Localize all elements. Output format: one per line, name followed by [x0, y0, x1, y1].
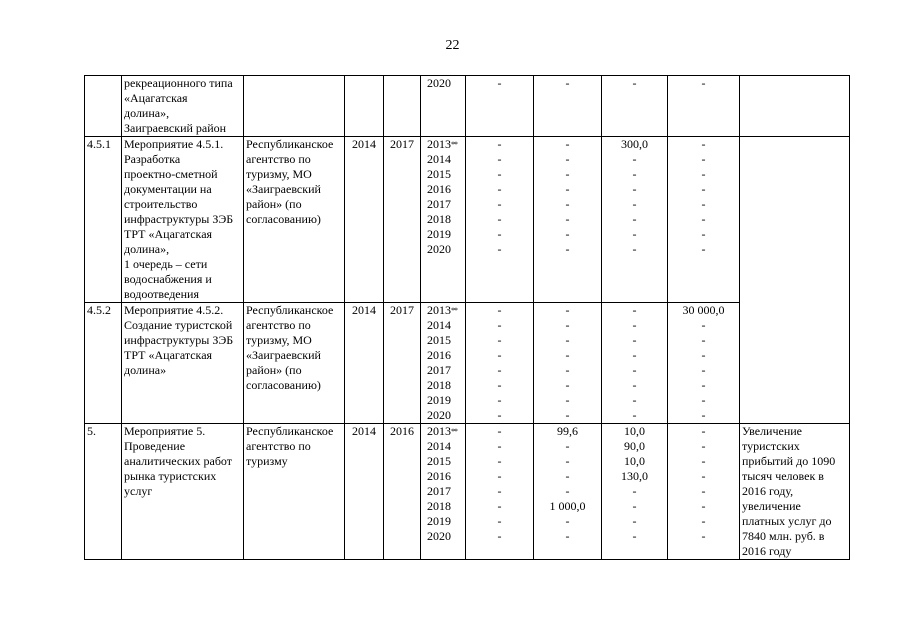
funding-value: - — [701, 197, 706, 211]
funding-value: - — [632, 333, 637, 347]
year-value: 2019 — [427, 227, 451, 241]
funding-column-4 — [668, 137, 740, 303]
funding-value: - — [632, 182, 637, 196]
footnote-mark: ** — [451, 427, 457, 436]
executor-cell: Республиканское агентство по туризму — [244, 424, 345, 560]
funding-value: - — [632, 242, 637, 256]
year-value: 2020 — [427, 408, 451, 422]
year-value: 2014 — [427, 152, 451, 166]
funding-value: - — [565, 378, 570, 392]
funding-value: - — [632, 227, 637, 241]
funding-column-4 — [668, 76, 740, 137]
funding-value: 30 000,0 — [682, 303, 725, 317]
funding-value: - — [701, 408, 706, 422]
funding-value: - — [565, 484, 570, 498]
funding-value: - — [497, 152, 502, 166]
funding-value: - — [565, 167, 570, 181]
funding-column-1 — [466, 424, 534, 560]
funding-value: - — [497, 408, 502, 422]
funding-value: - — [701, 152, 706, 166]
funding-value: 1 000,0 — [549, 499, 586, 513]
funding-value: - — [565, 348, 570, 362]
funding-value: - — [497, 167, 502, 181]
funding-value: - — [497, 363, 502, 377]
years-cell — [421, 137, 466, 303]
row-number-cell: 4.5.2 — [85, 303, 122, 424]
year-value: 2014 — [427, 439, 451, 453]
funding-value: - — [632, 348, 637, 362]
funding-value: - — [497, 393, 502, 407]
funding-value: - — [497, 197, 502, 211]
funding-column-2 — [534, 76, 602, 137]
funding-value: 130,0 — [621, 469, 648, 483]
funding-value: - — [565, 529, 570, 543]
year-value: 2013** — [427, 137, 457, 151]
funding-column-1 — [466, 303, 534, 424]
funding-value: - — [701, 227, 706, 241]
year-value: 2016 — [427, 182, 451, 196]
funding-value: - — [701, 484, 706, 498]
year-value: 2015 — [427, 167, 451, 181]
funding-value: - — [565, 408, 570, 422]
funding-value: - — [701, 514, 706, 528]
funding-value: - — [497, 484, 502, 498]
year-value: 2020 — [427, 76, 451, 90]
end-year-cell: 2017 — [384, 303, 421, 424]
funding-value: - — [565, 469, 570, 483]
funding-value: - — [497, 242, 502, 256]
table-row — [85, 76, 850, 137]
funding-value: - — [701, 137, 706, 151]
funding-value: - — [565, 454, 570, 468]
end-year-cell: 2017 — [384, 137, 421, 303]
activity-name-cell: Мероприятие 5. Проведение аналитических работ рынка туристских услуг — [122, 424, 244, 560]
funding-column-3 — [602, 303, 668, 424]
years-cell — [421, 303, 466, 424]
funding-column-4 — [668, 303, 740, 424]
funding-column-2 — [534, 424, 602, 560]
funding-value: - — [565, 152, 570, 166]
funding-value: - — [701, 529, 706, 543]
start-year-cell — [345, 76, 384, 137]
funding-value: - — [565, 514, 570, 528]
funding-value: 10,0 — [624, 454, 645, 468]
activity-name-cell: Мероприятие 4.5.1. Разработка проектно-сметной документации на строительство инфраструктуры ЗЭБ ТРТ «Ацагатская долина», 1 очередь – сети водоснабжения и водоотведения — [122, 137, 244, 303]
expected-result-cell — [740, 76, 850, 137]
funding-value: - — [632, 197, 637, 211]
funding-value: - — [632, 212, 637, 226]
funding-column-2 — [534, 303, 602, 424]
funding-value: - — [701, 378, 706, 392]
funding-value: - — [497, 318, 502, 332]
funding-value: - — [497, 212, 502, 226]
year-value: 2018 — [427, 378, 451, 392]
funding-value: - — [632, 484, 637, 498]
funding-value: - — [565, 212, 570, 226]
year-value: 2018 — [427, 499, 451, 513]
funding-value: - — [497, 529, 502, 543]
activity-name-cell: рекреационного типа «Ацагатская долина», Заиграевский район — [122, 76, 244, 137]
funding-value: - — [497, 333, 502, 347]
funding-value: - — [565, 242, 570, 256]
funding-value: - — [632, 167, 637, 181]
funding-value: - — [497, 499, 502, 513]
year-value: 2016 — [427, 469, 451, 483]
year-value: 2017 — [427, 363, 451, 377]
funding-column-3 — [602, 137, 668, 303]
funding-value: - — [565, 439, 570, 453]
funding-value: - — [565, 363, 570, 377]
expected-result-cell: Увеличение туристских прибытий до 1090 тысяч человек в 2016 году, увеличение платных услуг до 7840 млн. руб. в 2016 году — [740, 424, 850, 560]
funding-value: - — [701, 212, 706, 226]
funding-value: - — [565, 137, 570, 151]
funding-value: - — [497, 378, 502, 392]
funding-value: 99,6 — [557, 424, 578, 438]
funding-value: - — [632, 514, 637, 528]
funding-column-2 — [534, 137, 602, 303]
funding-value: - — [565, 76, 570, 90]
funding-value: - — [701, 393, 706, 407]
activity-name-cell: Мероприятие 4.5.2. Создание туристской инфраструктуры ЗЭБ ТРТ «Ацагатская долина» — [122, 303, 244, 424]
funding-value: - — [701, 318, 706, 332]
funding-value: - — [497, 424, 502, 438]
funding-value: - — [497, 182, 502, 196]
year-value: 2020 — [427, 529, 451, 543]
executor-cell — [244, 76, 345, 137]
funding-value: - — [565, 182, 570, 196]
end-year-cell: 2016 — [384, 424, 421, 560]
funding-value: - — [497, 439, 502, 453]
funding-value: - — [565, 303, 570, 317]
funding-value: - — [632, 363, 637, 377]
funding-value: - — [632, 152, 637, 166]
funding-value: - — [701, 469, 706, 483]
footnote-mark: ** — [451, 306, 457, 315]
funding-value: - — [632, 393, 637, 407]
funding-value: - — [701, 499, 706, 513]
funding-value: - — [632, 408, 637, 422]
funding-column-3 — [602, 76, 668, 137]
year-value: 2013** — [427, 303, 457, 317]
funding-column-1 — [466, 137, 534, 303]
year-value: 2020 — [427, 242, 451, 256]
row-number-cell — [85, 76, 122, 137]
funding-value: - — [632, 303, 637, 317]
funding-value: - — [565, 227, 570, 241]
year-value: 2018 — [427, 212, 451, 226]
funding-value: - — [565, 393, 570, 407]
year-value: 2019 — [427, 393, 451, 407]
funding-value: - — [701, 242, 706, 256]
year-value: 2014 — [427, 318, 451, 332]
funding-value: - — [497, 227, 502, 241]
row-number-cell: 5. — [85, 424, 122, 560]
year-value: 2017 — [427, 197, 451, 211]
funding-value: - — [632, 318, 637, 332]
funding-value: - — [497, 454, 502, 468]
funding-column-3 — [602, 424, 668, 560]
funding-value: - — [701, 182, 706, 196]
year-value: 2016 — [427, 348, 451, 362]
expected-result-cell — [740, 137, 850, 424]
funding-value: - — [701, 76, 706, 90]
funding-value: - — [632, 76, 637, 90]
start-year-cell: 2014 — [345, 424, 384, 560]
funding-value: - — [497, 348, 502, 362]
executor-cell: Республиканское агентство по туризму, МО «Заиграевский район» (по согласованию) — [244, 303, 345, 424]
funding-value: - — [632, 499, 637, 513]
funding-value: - — [565, 197, 570, 211]
funding-value: - — [701, 363, 706, 377]
funding-value: - — [497, 76, 502, 90]
funding-value: - — [632, 529, 637, 543]
funding-value: - — [565, 318, 570, 332]
funding-column-4 — [668, 424, 740, 560]
funding-value: - — [497, 303, 502, 317]
start-year-cell: 2014 — [345, 137, 384, 303]
funding-value: - — [497, 469, 502, 483]
row-number-cell: 4.5.1 — [85, 137, 122, 303]
executor-cell: Республиканское агентство по туризму, МО «Заиграевский район» (по согласованию) — [244, 137, 345, 303]
program-activities-table — [84, 75, 850, 560]
funding-value: - — [565, 333, 570, 347]
end-year-cell — [384, 76, 421, 137]
table-row — [85, 137, 850, 303]
funding-value: - — [701, 333, 706, 347]
funding-value: 90,0 — [624, 439, 645, 453]
table-row — [85, 303, 850, 424]
footnote-mark: ** — [451, 140, 457, 149]
year-value: 2015 — [427, 333, 451, 347]
funding-value: - — [701, 424, 706, 438]
year-value: 2019 — [427, 514, 451, 528]
funding-value: - — [701, 348, 706, 362]
table-row — [85, 424, 850, 560]
start-year-cell: 2014 — [345, 303, 384, 424]
funding-value: 300,0 — [621, 137, 648, 151]
funding-value: 10,0 — [624, 424, 645, 438]
funding-value: - — [497, 514, 502, 528]
funding-value: - — [701, 167, 706, 181]
years-cell — [421, 76, 466, 137]
funding-value: - — [497, 137, 502, 151]
year-value: 2013** — [427, 424, 457, 438]
funding-column-1 — [466, 76, 534, 137]
funding-value: - — [701, 454, 706, 468]
funding-value: - — [632, 378, 637, 392]
page-number: 22 — [445, 38, 460, 53]
years-cell — [421, 424, 466, 560]
year-value: 2015 — [427, 454, 451, 468]
funding-value: - — [701, 439, 706, 453]
year-value: 2017 — [427, 484, 451, 498]
